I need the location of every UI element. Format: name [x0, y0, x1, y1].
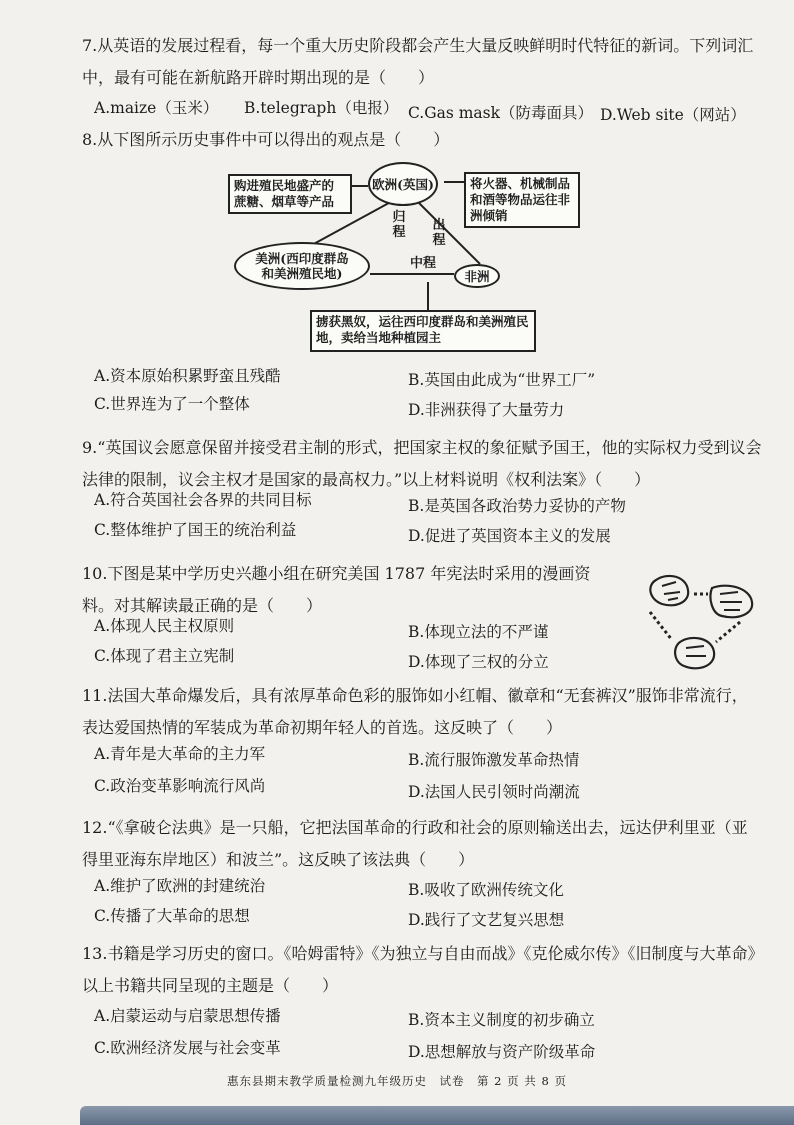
box-slave-trade: 掳获黑奴，运往西印度群岛和美洲殖民地，卖给当地种植园主 [310, 310, 536, 352]
box-return-cargo: 购进殖民地盛产的蔗糖、烟草等产品 [228, 174, 352, 214]
constitution-cartoon-image [628, 568, 768, 678]
question-8-stem: 8.从下图所示历史事件中可以得出的观点是（ ） [82, 130, 450, 149]
q7-option-c: C.Gas mask（防毒面具） [408, 104, 594, 122]
box-outbound-cargo: 将火器、机械制品和酒等物品运往非洲倾销 [464, 172, 580, 228]
question-11-stem: 11.法国大革命爆发后，具有浓厚革命色彩的服饰如小红帽、徽章和“无套裤汉”服饰非常流行，表达爱国热情的军装成为革命初期年轻人的首选。这反映了（ ） [82, 686, 748, 737]
q13-option-c: C.欧洲经济发展与社会变革 [94, 1039, 281, 1057]
q11-option-c: C.政治变革影响流行风尚 [94, 777, 266, 795]
q9-option-b: B.是英国各政治势力妥协的产物 [408, 497, 626, 515]
label-middle-route: 中程 [410, 256, 437, 271]
q9-option-a: A.符合英国社会各界的共同目标 [94, 491, 312, 509]
photo-edge-background [80, 1106, 794, 1125]
question-9-stem: 9.“英国议会愿意保留并接受君主制的形式，把国家主权的象征赋予国王，他的实际权力受到议会法律的限制，议会主权才是国家的最高权力。”以上材料说明《权利法案》（ ） [82, 438, 762, 489]
q12-option-d: D.践行了文艺复兴思想 [408, 911, 565, 929]
node-europe: 欧洲(英国) [368, 162, 438, 206]
q13-option-b: B.资本主义制度的初步确立 [408, 1011, 595, 1029]
q7-option-b: B.telegraph（电报） [244, 99, 399, 117]
q12-option-a: A.维护了欧洲的封建统治 [94, 877, 266, 895]
q13-option-a: A.启蒙运动与启蒙思想传播 [94, 1007, 281, 1025]
question-10-stem: 10.下图是某中学历史兴趣小组在研究美国 1787 年宪法时采用的漫画资料。对其解读最正确的是（ ） [82, 564, 591, 615]
q8-option-b: B.英国由此成为“世界工厂” [408, 371, 596, 389]
question-7-stem: 7.从英语的发展过程看，每一个重大历史阶段都会产生大量反映鲜明时代特征的新词。下列词汇中，最有可能在新航路开辟时期出现的是（ ） [82, 36, 754, 87]
q8-option-c: C.世界连为了一个整体 [94, 395, 250, 413]
q9-option-d: D.促进了英国资本主义的发展 [408, 527, 611, 545]
triangular-trade-diagram [218, 160, 578, 360]
node-africa: 非洲 [454, 264, 500, 288]
q10-option-c: C.体现了君主立宪制 [94, 647, 235, 665]
label-return-route: 归程 [392, 210, 406, 240]
question-12-stem: 12.“《拿破仑法典》是一只船，它把法国革命的行政和社会的原则输送出去，远达伊利里亚（亚得里亚海东岸地区）和波兰”。这反映了该法典（ ） [82, 818, 748, 869]
q7-option-a: A.maize（玉米） [94, 99, 219, 117]
q11-option-b: B.流行服饰激发革命热情 [408, 751, 580, 769]
q11-option-d: D.法国人民引领时尚潮流 [408, 783, 580, 801]
q8-option-a: A.资本原始积累野蛮且残酷 [94, 367, 281, 385]
q7-option-d: D.Web site（网站） [600, 106, 746, 124]
q13-option-d: D.思想解放与资产阶级革命 [408, 1043, 596, 1061]
label-outbound-route: 出程 [432, 218, 446, 248]
q9-option-c: C.整体维护了国王的统治利益 [94, 521, 297, 539]
q12-option-c: C.传播了大革命的思想 [94, 907, 250, 925]
q10-option-a: A.体现人民主权原则 [94, 617, 235, 635]
node-america: 美洲(西印度群岛和美洲殖民地) [234, 242, 370, 290]
q10-option-d: D.体现了三权的分立 [408, 653, 549, 671]
question-13-stem: 13.书籍是学习历史的窗口。《哈姆雷特》《为独立与自由而战》《克伦威尔传》《旧制度与大革命》以上书籍共同呈现的主题是（ ） [82, 944, 756, 995]
q11-option-a: A.青年是大革命的主力军 [94, 745, 266, 763]
page-footer: 惠东县期末教学质量检测九年级历史 试卷 第 2 页 共 8 页 [227, 1074, 567, 1088]
q12-option-b: B.吸收了欧洲传统文化 [408, 881, 564, 899]
q10-option-b: B.体现立法的不严谨 [408, 623, 549, 641]
q8-option-d: D.非洲获得了大量劳力 [408, 401, 565, 419]
